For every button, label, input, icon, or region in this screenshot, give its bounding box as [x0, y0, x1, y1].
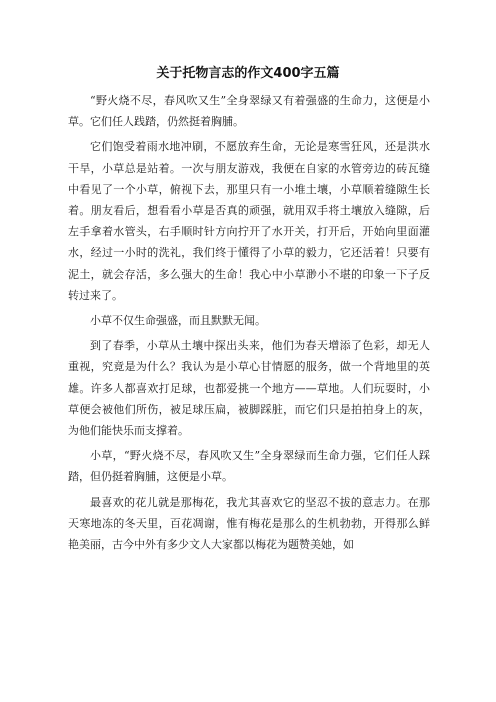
paragraph: 小草，“野火烧不尽，春风吹又生”全身翠绿而生命力强，它们任人踩踏，但仍挺着胸脯，这便是小草。	[68, 449, 430, 484]
paragraph: 最喜欢的花儿就是那梅花，我尤其喜欢它的坚忍不拔的意志力。在那天寒地冻的冬天里，百花凋谢，惟有梅花是那么的生机勃勃，开得那么鲜艳美丽，古今中外有多少文人大家都以梅花为题赞美她，如	[68, 495, 430, 552]
paragraph: “野火烧不尽，春风吹又生”全身翠绿又有着强盛的生命力，这便是小草。它们任人践踏，仍然挺着胸脯。	[68, 94, 430, 129]
paragraph: 小草不仅生命强盛，而且默默无闻。	[90, 314, 266, 328]
paragraph: 它们饱受着雨水地冲刷，不愿放弃生命，无论是寒雪狂风，还是洪水干旱，小草总是站着。一次与朋友游戏，我便在自家的水管旁边的砖瓦缝中看见了一个小草，俯视下去，那里只有一小堆土壤，小草顺着缝隙生长着。朋友看后，想看看小草是否真的顽强，就用双手将土壤放入缝隙，后左手拿着水管头，右手顺时针方向拧开了水开关，打开后，开始向里面灌水，经过一小时的洗礼，我们终于懂得了小草的毅力，它还活着！只要有泥土，就会存活，多么强大的生命！我心中小草渺小不堪的印象一下子反转过来了。	[68, 140, 430, 302]
document-title: 关于托物言志的作文400字五篇	[156, 66, 340, 81]
paragraph: 到了春季，小草从土壤中探出头来，他们为春天增添了色彩，却无人重视，究竟是为什么？我认为是小草心甘情愿的服务，做一个背地里的英雄。许多人都喜欢打足球，也都爱挑一个地方——草地。人们玩耍时，小草便会被他们所伤，被足球压扁，被脚踩脏，而它们只是拍拍身上的灰，为他们能快乐而支撑着。	[68, 339, 430, 438]
document-body	[68, 90, 430, 559]
